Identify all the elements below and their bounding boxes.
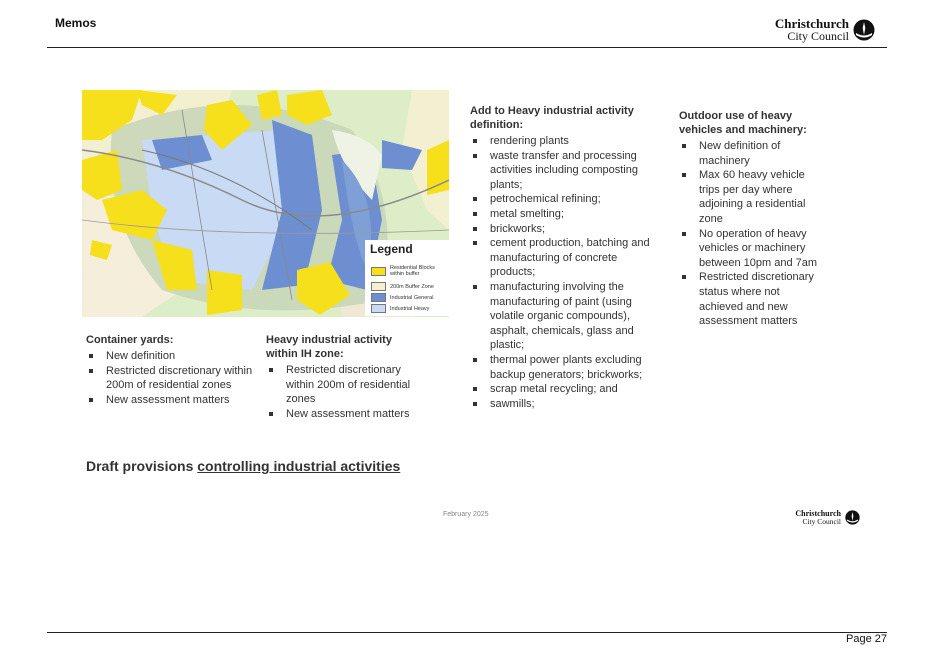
list-item: Max 60 heavy vehicle trips per day where adjoining a residential zone bbox=[679, 168, 819, 226]
list-item: scrap metal recycling; and bbox=[470, 382, 650, 397]
map-legend bbox=[365, 240, 449, 316]
heavy-industrial-heading: Heavy industrial activity within IH zone: bbox=[266, 334, 392, 360]
logo-line-2: City Council bbox=[802, 517, 841, 526]
legend-item-industrial-heavy bbox=[371, 304, 429, 313]
legend-swatch bbox=[371, 304, 386, 313]
list-item: Restricted discretionary within 200m of residential zones bbox=[86, 364, 256, 393]
section-title: Memos bbox=[55, 16, 97, 30]
slide-title-underlined: controlling industrial activities bbox=[197, 458, 401, 474]
legend-swatch bbox=[371, 282, 386, 291]
list-item: New definition bbox=[86, 349, 256, 364]
list-item: sawmills; bbox=[470, 397, 650, 412]
page-number: Page 27 bbox=[846, 633, 887, 645]
legend-item-industrial-general bbox=[371, 293, 433, 302]
legend-label: Residential Blocks within buffer bbox=[390, 265, 435, 277]
list-item: New definition of machinery bbox=[679, 139, 819, 168]
list-item: cement production, batching and manufacturing of concrete products; bbox=[470, 236, 650, 280]
list-item: manufacturing involving the manufacturing of paint (using volatile organic compounds), asphalt, chemicals, glass and plastic; bbox=[470, 280, 650, 353]
legend-item-residential bbox=[371, 265, 446, 277]
legend-swatch bbox=[371, 267, 386, 276]
list-item: Restricted discretionary status where not achieved and new assessment matters bbox=[679, 270, 819, 328]
list-item: thermal power plants excluding backup generators; brickworks; bbox=[470, 353, 650, 382]
outdoor-vehicles-heading: Outdoor use of heavy vehicles and machinery: bbox=[679, 110, 807, 136]
list-item: brickworks; bbox=[470, 222, 650, 237]
logo-line-1: Christchurch bbox=[774, 16, 849, 31]
list-item: metal smelting; bbox=[470, 207, 650, 222]
slide-council-logo bbox=[795, 510, 860, 526]
slide-date: February 2025 bbox=[443, 511, 489, 518]
list-item: petrochemical refining; bbox=[470, 192, 650, 207]
logo-line-2: City Council bbox=[787, 29, 849, 43]
footer-rule bbox=[47, 632, 887, 633]
outdoor-vehicles-section bbox=[679, 109, 824, 329]
legend-label: 200m Buffer Zone bbox=[390, 283, 434, 290]
council-logo bbox=[775, 17, 875, 42]
add-definition-section bbox=[470, 104, 660, 411]
list-item: New assessment matters bbox=[86, 393, 256, 408]
list-item: rendering plants bbox=[470, 134, 650, 149]
legend-swatch bbox=[371, 293, 386, 302]
legend-title: Legend bbox=[370, 242, 413, 256]
logo-line-1: Christchurch bbox=[795, 509, 841, 518]
legend-item-buffer bbox=[371, 282, 434, 291]
heavy-industrial-section bbox=[266, 333, 431, 421]
council-emblem-icon bbox=[853, 19, 875, 41]
legend-label: Industrial Heavy bbox=[390, 305, 430, 312]
list-item: No operation of heavy vehicles or machinery between 10pm and 7am bbox=[679, 227, 819, 271]
list-item: Restricted discretionary within 200m of residential zones bbox=[266, 363, 431, 407]
add-definition-heading: Add to Heavy industrial activity definition: bbox=[470, 105, 634, 131]
council-emblem-icon bbox=[845, 510, 860, 525]
list-item: waste transfer and processing activities including composting plants; bbox=[470, 149, 650, 193]
container-yards-section bbox=[86, 333, 256, 407]
list-item: New assessment matters bbox=[266, 407, 431, 422]
slide-title bbox=[86, 458, 400, 474]
slide-title-prefix: Draft provisions bbox=[86, 458, 198, 474]
header-rule bbox=[47, 47, 887, 48]
container-yards-heading: Container yards: bbox=[86, 334, 174, 346]
legend-label: Industrial General bbox=[390, 294, 434, 301]
